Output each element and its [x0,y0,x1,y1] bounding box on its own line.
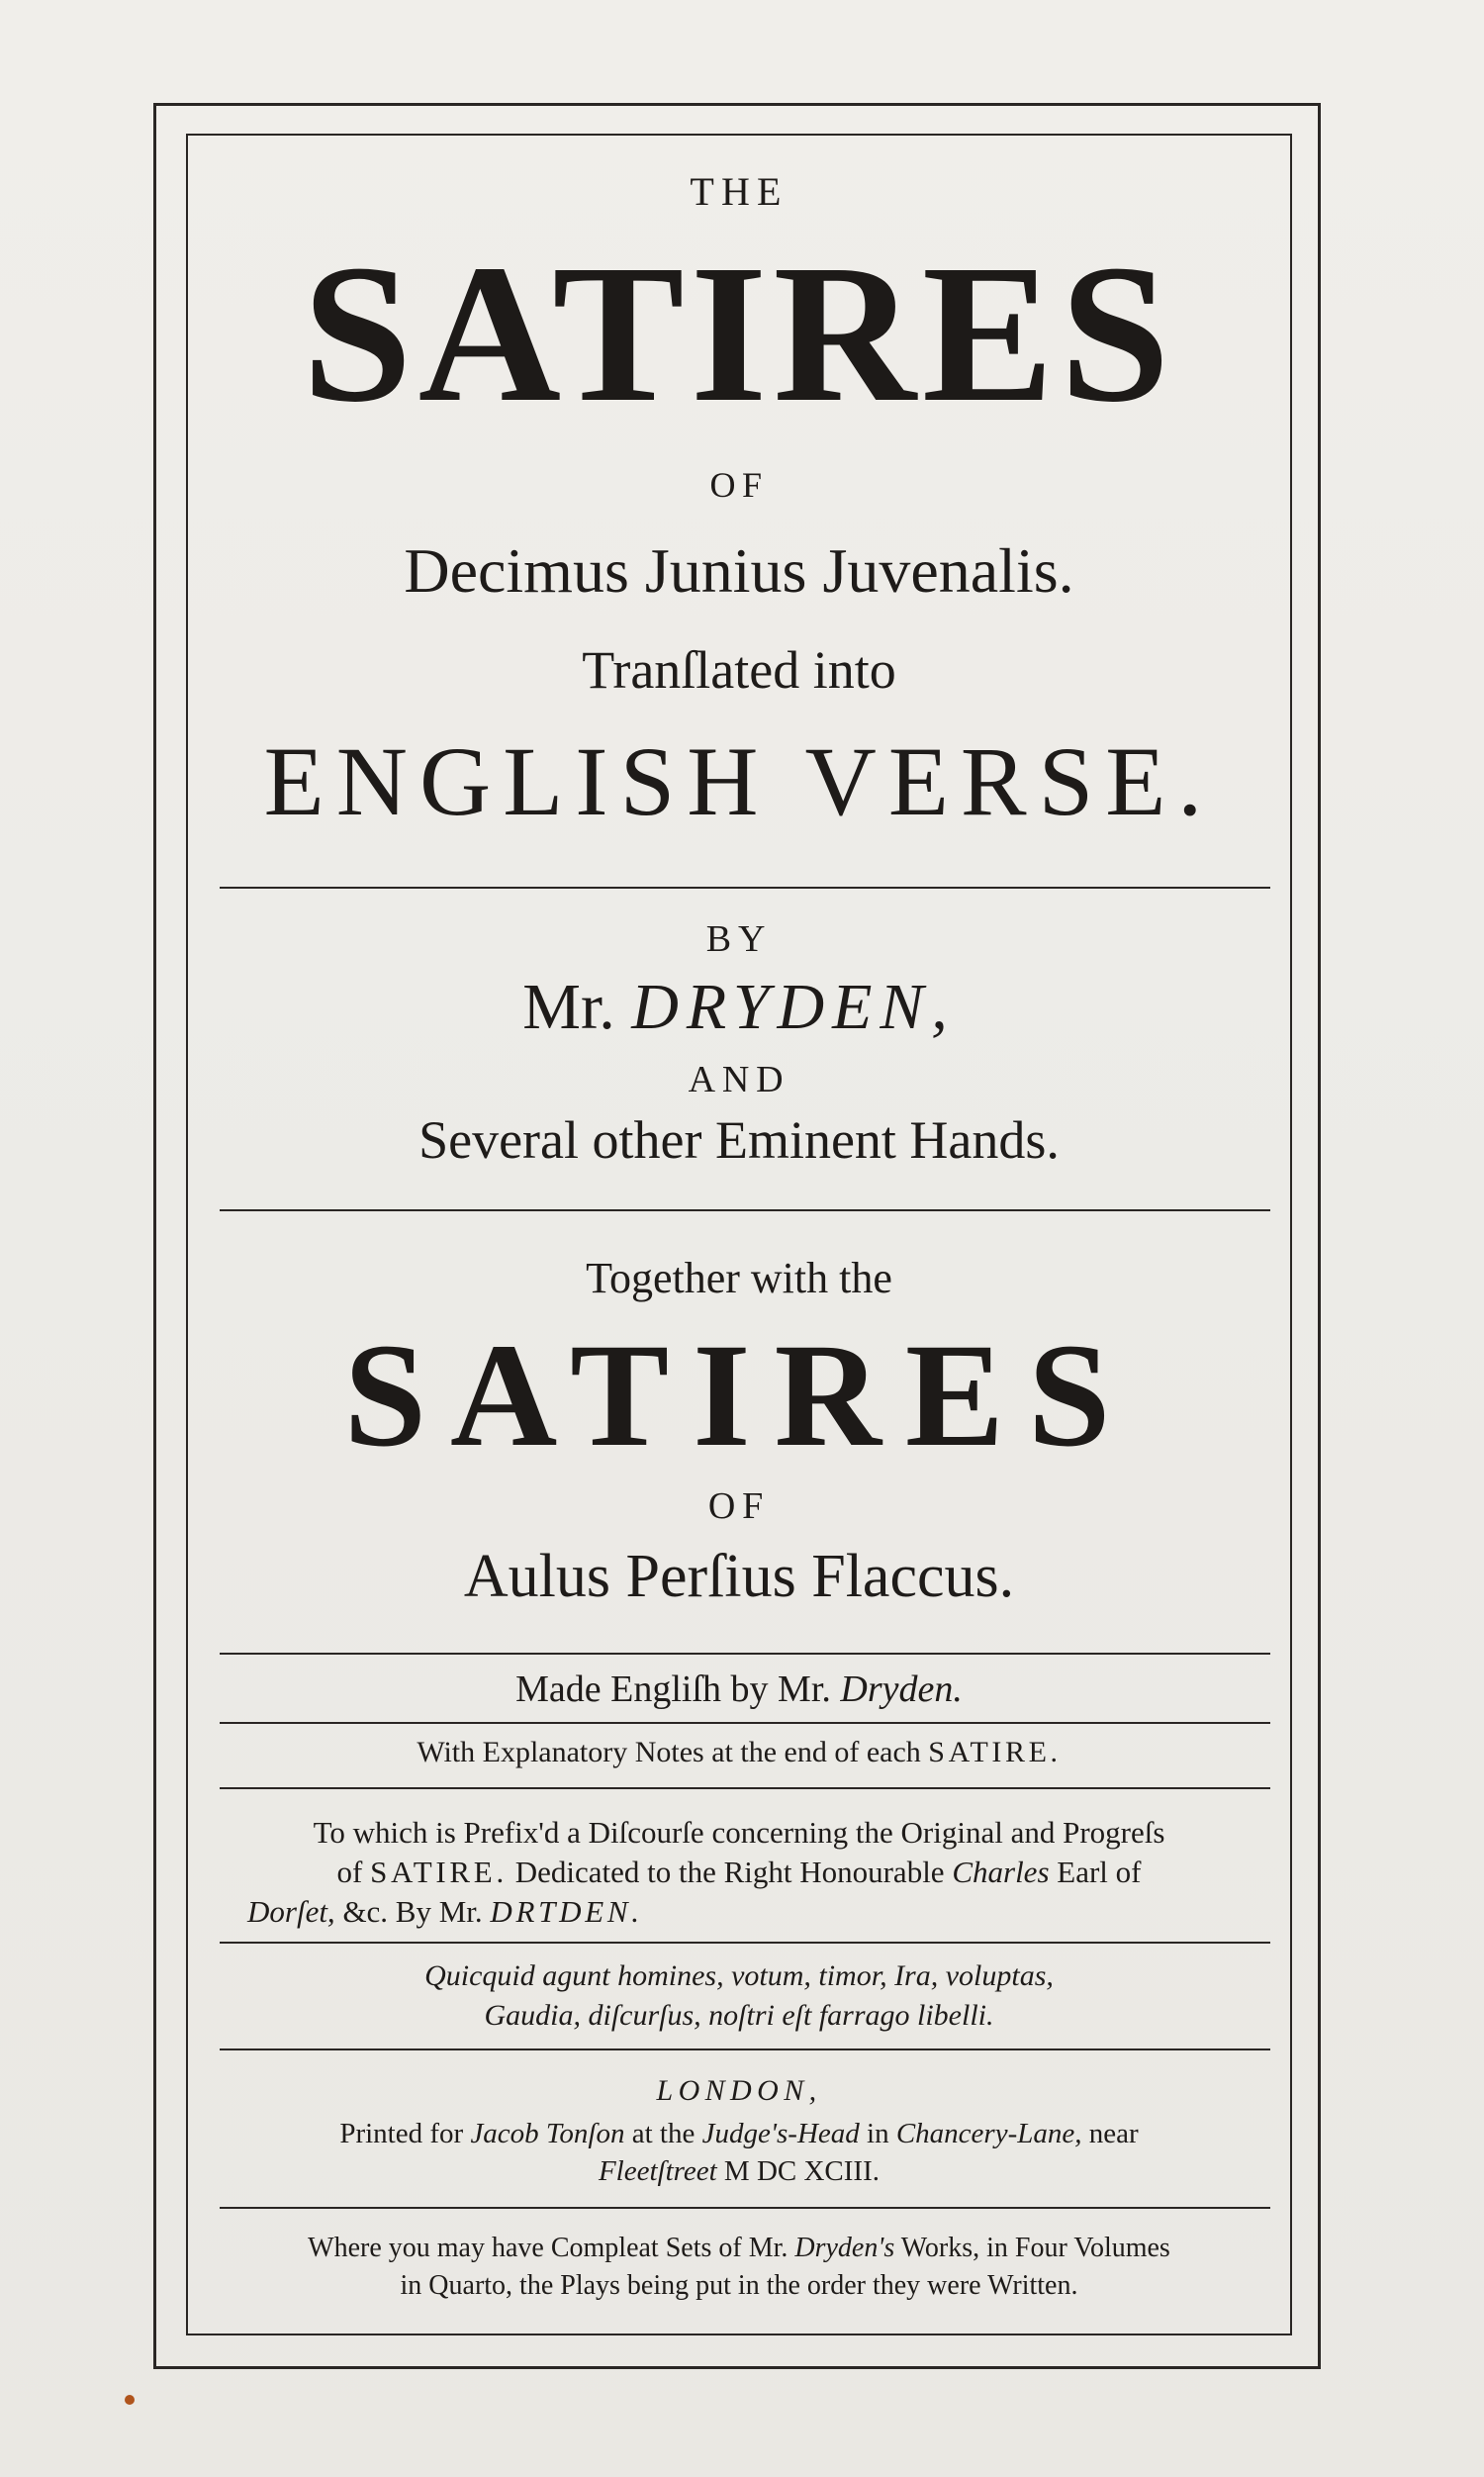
divider-6 [220,1942,1270,1944]
divider-5 [220,1787,1270,1789]
made-english [188,1670,1290,1708]
dryden-name: DRYDEN, [631,971,956,1043]
title-satires-persius: SATIRES [343,1313,1135,1477]
advert-drydens: Dryden's [794,2233,895,2263]
heading-the: THE [690,169,788,214]
by-dryden [188,971,1290,1043]
discourse-line-3 [247,1896,1237,1927]
imprint-year-line [188,2157,1290,2186]
printed-chancery-lane: Chancery-Lane, [895,2118,1082,2149]
divider-7 [220,2048,1270,2050]
motto-line-2: Gaudia, diſcurſus, noſtri eſt farrago libelli. [484,1999,994,2032]
notes-prefix: With Explanatory Notes at the end of each [417,1736,921,1768]
discourse-charles: Charles [952,1855,1050,1889]
author-juvenal: Decimus Junius Juvenalis. [404,535,1074,606]
discourse-etc: &c. By Mr. [342,1894,483,1929]
of-connector-1: OF [709,465,769,505]
made-english-prefix: Made Engliſh by Mr. [515,1668,831,1710]
explanatory-notes [188,1738,1290,1767]
discourse-line-2 [188,1857,1290,1887]
motto-line-1: Quicquid agunt homines, votum, timor, Ira, voluptas, [424,1959,1054,1992]
mr-prefix: Mr. [522,971,615,1043]
discourse-dorset: Dorſet, [247,1894,335,1929]
printed-judges-head: Judge's-Head [701,2118,860,2149]
advert-line-1 [188,2235,1290,2262]
discourse-dedicated: Dedicated to the Right Honourable [514,1855,945,1889]
printed-at-the: at the [631,2118,696,2149]
discourse-satire: SATIRE. [370,1855,508,1889]
translated-into: Tranſlated into [582,640,896,700]
discourse-earl: Earl of [1057,1855,1142,1889]
discourse-line-1: To which is Prefix'd a Diſcourſe concerning the Original and Progreſs [313,1815,1165,1850]
and-connector: AND [688,1059,790,1100]
divider-1 [220,887,1270,889]
printed-tonson: Jacob Tonſon [470,2118,625,2149]
stain-mark [125,2395,135,2405]
together-with: Together with the [586,1254,892,1302]
divider-4 [220,1722,1270,1724]
advert-works: Works, in Four Volumes [900,2233,1170,2263]
author-persius: Aulus Perſius Flaccus. [463,1543,1015,1610]
discourse-of: of [336,1855,363,1889]
notes-satire-word: SATIRE. [928,1736,1062,1768]
divider-3 [220,1653,1270,1655]
title-satires-juvenal: SATIRES [302,225,1176,443]
english-verse: ENGLISH VERSE. [263,726,1215,836]
printed-near: near [1088,2118,1139,2149]
imprint-printed-for [188,2120,1290,2148]
advert-line-2: in Quarto, the Plays being put in the order they were Written. [400,2270,1078,2301]
divider-8 [220,2207,1270,2209]
made-english-dryden: Dryden. [840,1668,963,1710]
by-label: BY [705,918,773,960]
printed-for: Printed for [339,2118,464,2149]
printed-in: in [867,2118,889,2149]
of-connector-2: OF [707,1485,771,1527]
divider-2 [220,1209,1270,1211]
other-hands: Several other Eminent Hands. [418,1110,1060,1170]
discourse-drtden: DRTDEN. [490,1894,643,1929]
imprint-year: M DC XCIII. [723,2155,881,2187]
advert-where: Where you may have Compleat Sets of Mr. [308,2233,788,2263]
imprint-fleetstreet: Fleetſtreet [598,2155,717,2187]
imprint-london: LONDON, [656,2074,822,2107]
